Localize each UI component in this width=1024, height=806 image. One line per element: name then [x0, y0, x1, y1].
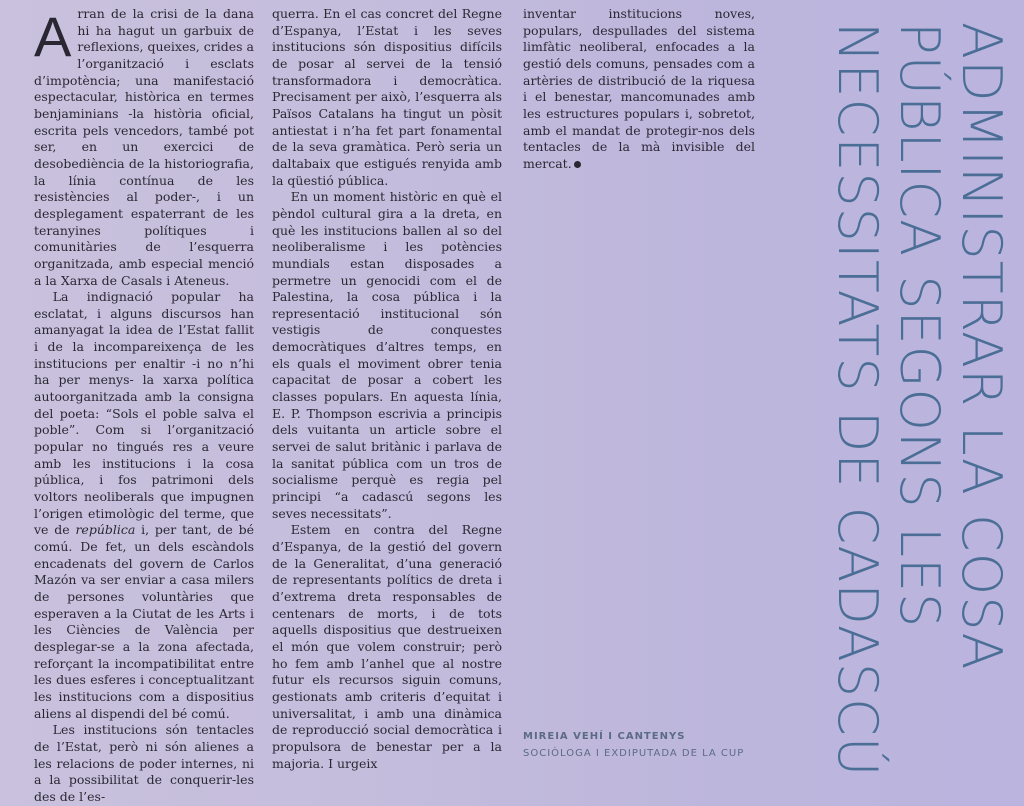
headline — [826, 22, 1012, 782]
paragraph-7 — [523, 6, 755, 173]
author-role: SOCIÒLOGA I EXDIPUTADA DE LA CUP — [523, 748, 745, 759]
article-column-2 — [272, 6, 502, 771]
drop-cap: A — [34, 5, 72, 68]
paragraph-5: En un moment històric en què el pèndol cultural gira a la dreta, en què les institucions ballen al so del neoliberalisme i les potències mundials estan disposades a permetre un genocidi com el de Palestina, la cosa pública i la representació institucional són vestigis de conquestes democràtiques d’altres temps, en els quals el moviment obrer tenia capacitat de posar a cobert les classes populars. En aquesta línia, E. P. Thompson escrivia a principis dels vuitanta un article sobre el servei de salut britànic i parlava de la sanitat pública com un tros de socialisme perquè es regia pel principi “a cadascú segons les seves necessitats”. — [272, 189, 502, 521]
paragraph-6: Estem en contra del Regne d’Espanya, de la gestió del govern de la Generalitat, d’una generació de representants polítics de dreta i d’extrema dreta responsables de centenars de morts, i de tots aquells dispositius que destrueixen el món que volem construir; però ho fem amb l’anhel que al nostre futur els recursos siguin comuns, gestionats amb criteris d’equitat i universalitat, i amb una dinàmica de reproducció social democràtica i propulsora de benestar per a la majoria. I urgeix — [272, 522, 502, 771]
author-name: MIREIA VEHÍ I CANTENYS — [523, 731, 686, 742]
paragraph-2-emphasis: república — [75, 522, 136, 538]
paragraph-4: querra. En el cas concret del Regne d’Espanya, l’Estat i les seves institucions són dispositius difícils de posar al servei de la tensió transformadora i democràtica. Precisament per això, l’esquerra als Països Catalans ha tingut un pòsit antiestat i n’ha fet part fonamental de la seva gramàtica. Però seria un daltabaix que estigués renyida amb la qüestió pública. — [272, 6, 502, 188]
headline-line-3: NECESSITATS DE CADASCÚ — [826, 22, 889, 778]
article-column-1 — [34, 5, 254, 804]
article-column-3 — [523, 6, 755, 756]
paragraph-3: Les institucions són tentacles de l’Estat, però ni són alienes a les relacions de poder internes, ni a la possibilitat de conquerir-les des de l’es- — [34, 722, 254, 804]
end-mark-icon — [574, 161, 581, 168]
byline — [523, 731, 753, 759]
paragraph-1 — [34, 6, 254, 289]
paragraph-2 — [34, 289, 254, 722]
headline-line-1: ADMINISTRAR LA COSA — [950, 22, 1013, 671]
paragraph-2-text-a: La indignació popular ha esclatat, i alguns discursos han amanyagat la idea de l’Estat fallit i de la incompareixença de les institucions per enaltir -i no n’hi ha per menys- la xarxa política autoorganitzada amb la consigna del poeta: “Sols el poble salva el poble”. Com si l’organització popular no tingués res a veure amb les institucions i la cosa pública, i fos patrimoni dels voltors neoliberals que impugnen l’origen etimològic del terme, que ve de — [34, 289, 254, 538]
paragraph-2-text-b: i, per tant, de bé comú. De fet, un dels escàndols encadenats del govern de Carlos Mazón va ser enviar a casa milers de persones voluntàries que esperaven a la Ciutat de les Arts i les Ciències de València per desplegar-se a la zona afectada, reforçant la incompatibilitat entre les dues esferes i conceptualitzant les institucions com a dispositius aliens al dispendi del bé comú. — [34, 522, 254, 721]
paragraph-7-text: inventar institucions noves, populars, despullades del sistema limfàtic neoliberal, enfocades a la gestió dels comuns, pensades com a artèries de distribució de la riquesa i el benestar, mancomunades amb les estructures populars i, sobretot, amb el mandat de protegir-nos dels tentacles de la mà invisible del mercat. — [523, 6, 755, 171]
paragraph-1-text: rran de la crisi de la dana hi ha hagut un garbuix de reflexions, queixes, crides a l’organització i esclats d’impotència; una manifestació espectacular, històrica en termes benjaminians -la història oficial, escrita pels vencedors, també pot ser, en un exercici de desobediència de la historiografia, la línia contínua de les resistències al poder-, i un desplegament espaterrant de les teranyines polítiques i comunitàries de l’esquerra organitzada, amb especial menció a la Xarxa de Casals i Ateneus. — [34, 6, 254, 288]
headline-line-2: PÚBLICA SEGONS LES — [888, 22, 951, 629]
